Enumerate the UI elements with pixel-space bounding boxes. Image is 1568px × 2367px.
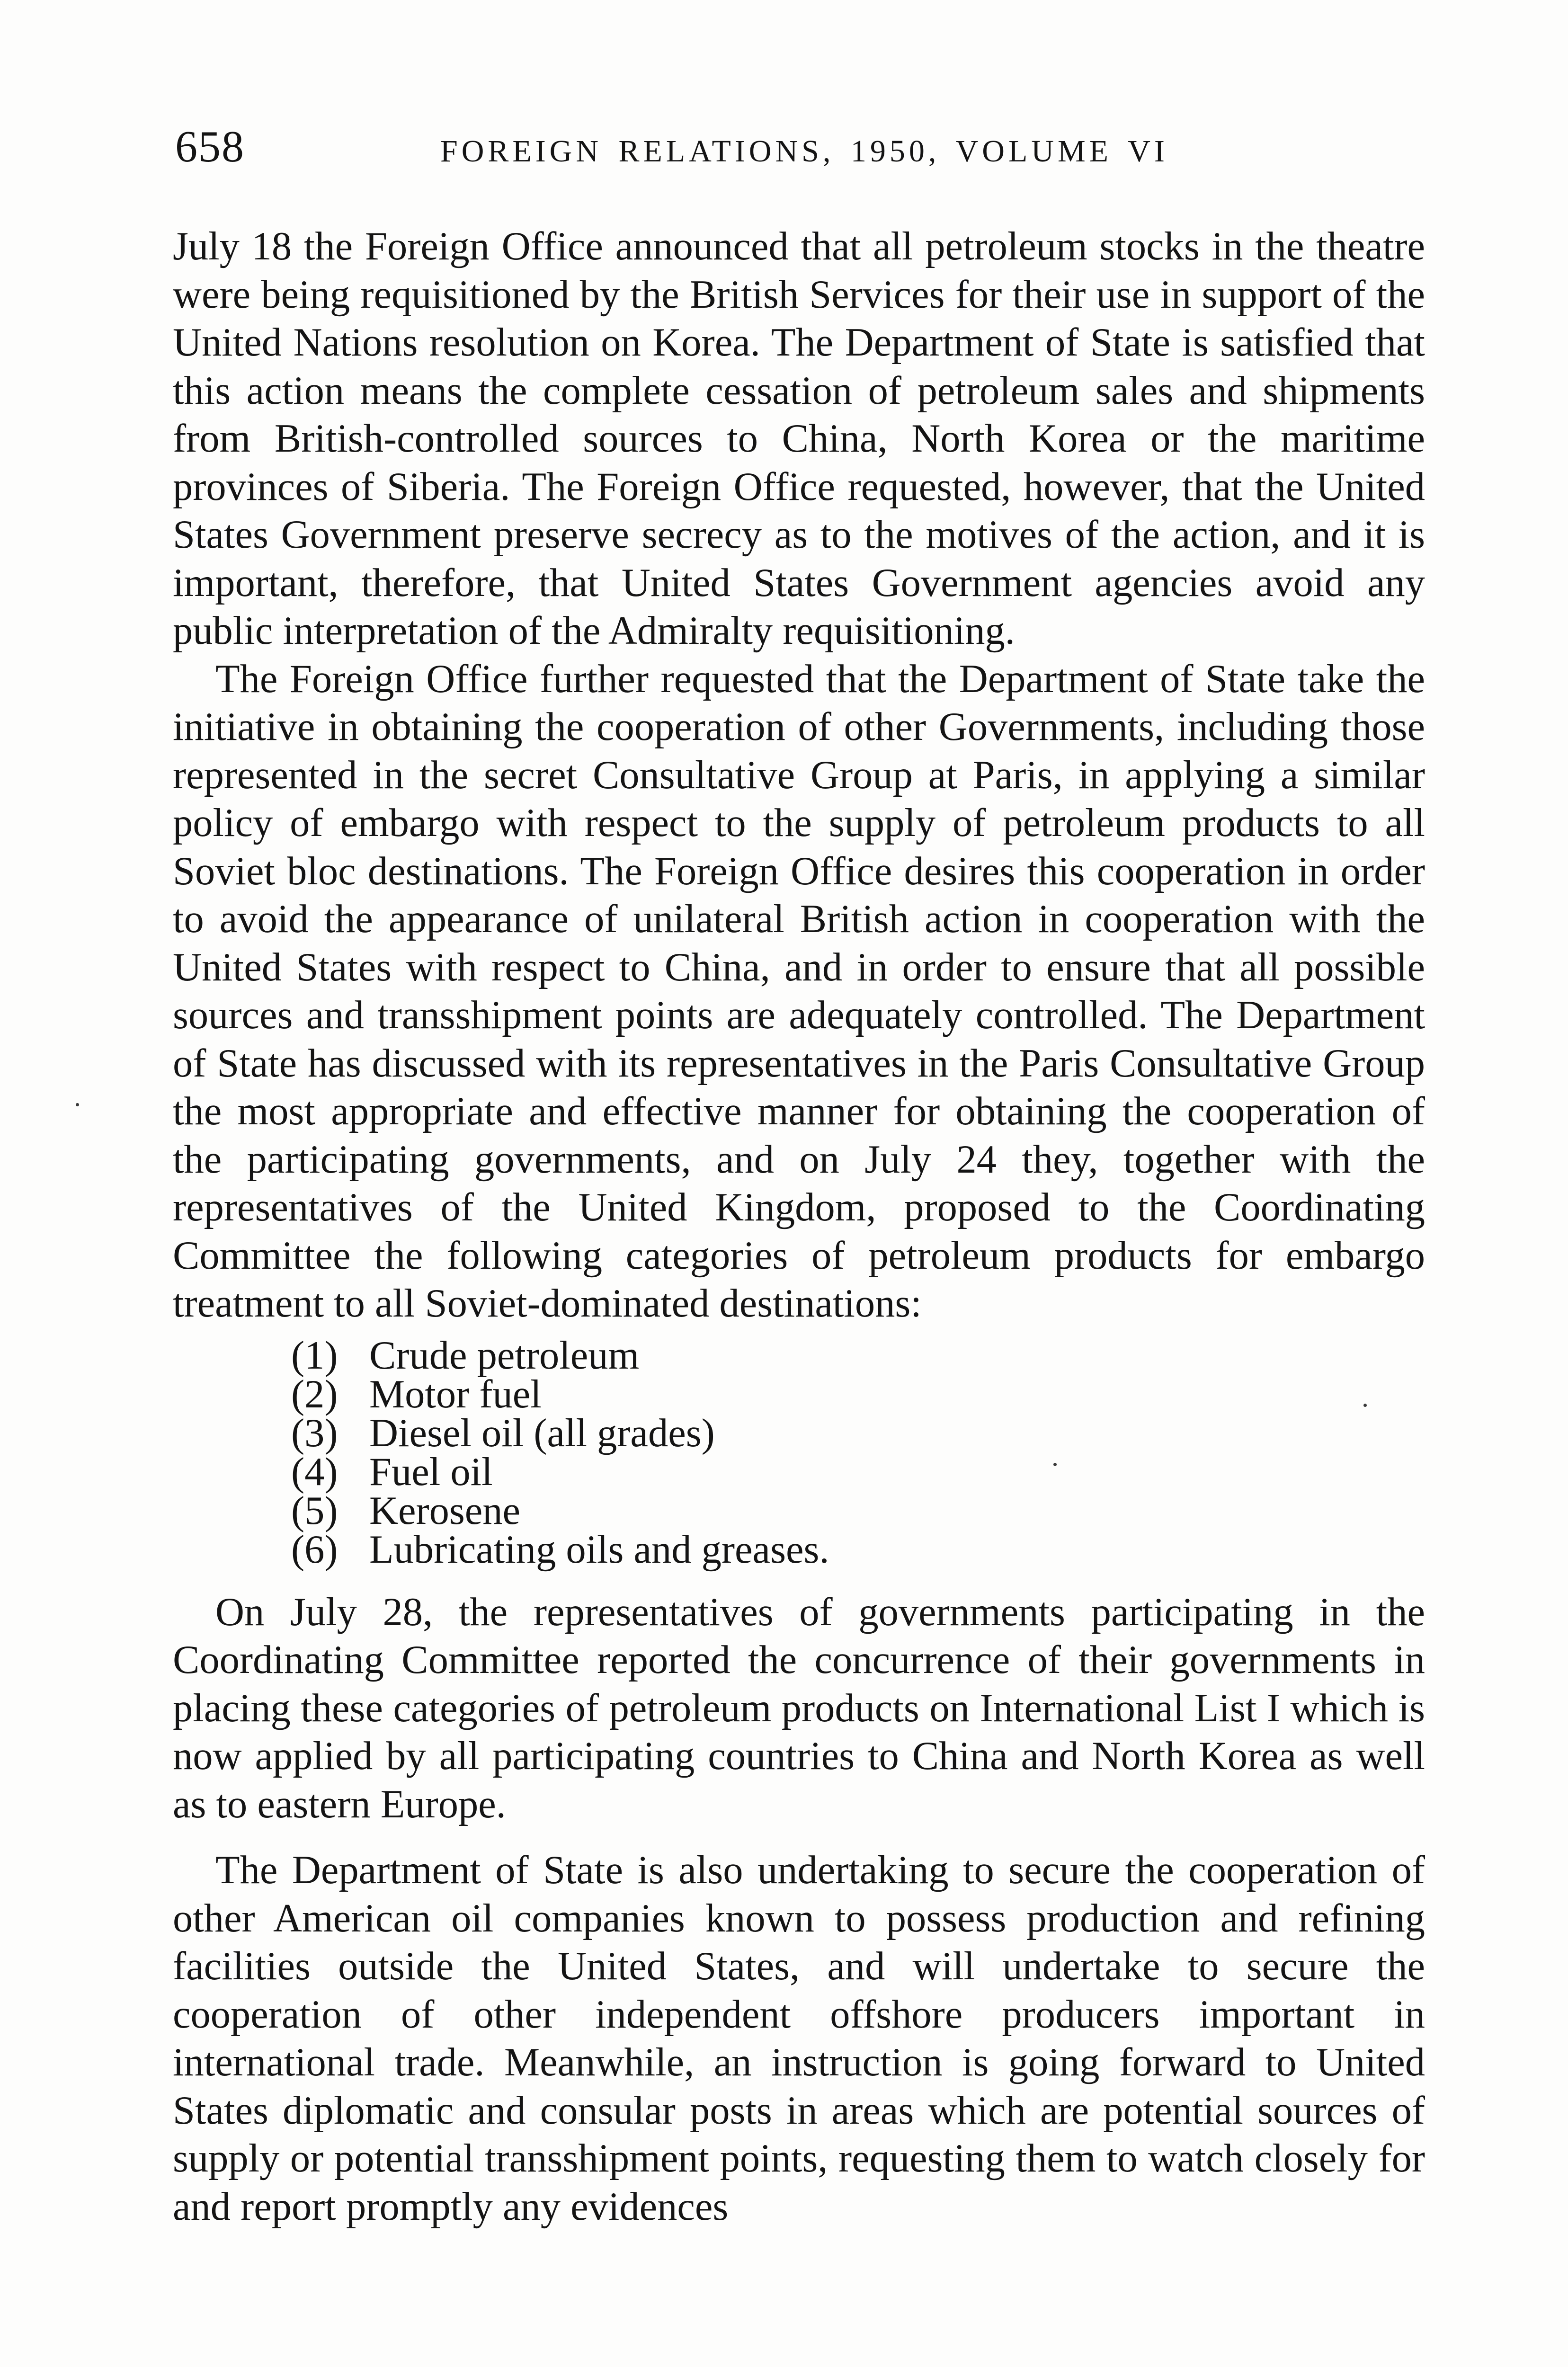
- list-item-number: (6): [291, 1527, 338, 1572]
- scan-speck: [1053, 1463, 1057, 1466]
- list-item: [291, 1372, 1425, 1416]
- list-item: [291, 1450, 1425, 1494]
- paragraph: On July 28, the representatives of governments participating in the Coordinating Committee reported the concurrence of their governments in placing these categories of petroleum products on International List I which is now applied by all participating countries to China and North Korea as well as to eastern Europe.: [173, 1590, 1425, 1826]
- running-title: FOREIGN RELATIONS, 1950, VOLUME VI: [440, 134, 1168, 169]
- list-item-number: (5): [291, 1488, 338, 1533]
- petroleum-categories-list: [173, 1333, 1425, 1572]
- scan-speck: [1363, 1404, 1367, 1407]
- paragraph: The Department of State is also undertaking to secure the cooperation of other American oil companies known to possess production and refining facilities outside the United States, and will undertake to secure the cooperation of other independent offshore producers important in international trade. Meanwhile, an instruction is going forward to United States diplomatic and consular posts in areas which are potential sources of supply or potential transshipment points, requesting them to watch closely for and report promptly any evidences: [173, 1848, 1425, 2229]
- list-item: [291, 1527, 1425, 1572]
- list-item-number: (4): [291, 1450, 338, 1494]
- list-item-text: Fuel oil: [369, 1450, 493, 1494]
- page-header: [175, 121, 1430, 182]
- paragraph: July 18 the Foreign Office announced that all petroleum stocks in the theatre were being requisitioned by the British Services for their use in support of the United Nations resolution on Korea. The Department of State is satisfied that this action means the complete cessation of petroleum sales and shipments from British-controlled sources to China, North Korea or the maritime provinces of Siberia. The Foreign Office requested, however, that the United States Government preserve secrecy as to the motives of the action, and it is important, therefore, that United States Government agencies avoid any public interpretation of the Admiralty requisitioning.: [173, 224, 1425, 653]
- page-number: 658: [175, 122, 245, 171]
- list-item-text: Kerosene: [369, 1488, 521, 1533]
- list-item-text: Crude petroleum: [369, 1333, 640, 1378]
- list-item-number: (3): [291, 1411, 338, 1455]
- list-item: [291, 1411, 1425, 1455]
- list-item: [291, 1333, 1425, 1378]
- body-text: [173, 222, 1425, 2231]
- list-item-number: (2): [291, 1372, 338, 1416]
- paragraph: The Foreign Office further requested that the Department of State take the initiative in obtaining the cooperation of other Governments, including those represented in the secret Consultative Group at Paris, in applying a similar policy of embargo with respect to the supply of petroleum products to all Soviet bloc destinations. The Foreign Office desires this cooperation in order to avoid the appearance of unilateral British action in cooperation with the United States with respect to China, and in order to ensure that all possible sources and transshipment points are adequately controlled. The Department of State has discussed with its representatives in the Paris Consultative Group the most appropriate and effective manner for obtaining the cooperation of the participating governments, and on July 24 they, together with the representatives of the United Kingdom, proposed to the Coordinating Committee the following categories of petroleum products for embargo treatment to all Soviet-dominated destinations:: [173, 657, 1425, 1326]
- list-item-text: Lubricating oils and greases.: [369, 1527, 829, 1572]
- list-item-number: (1): [291, 1333, 338, 1378]
- list-item-text: Motor fuel: [369, 1372, 542, 1416]
- list-item-text: Diesel oil (all grades): [369, 1411, 715, 1455]
- scan-speck: [76, 1103, 79, 1106]
- list-item: [291, 1488, 1425, 1533]
